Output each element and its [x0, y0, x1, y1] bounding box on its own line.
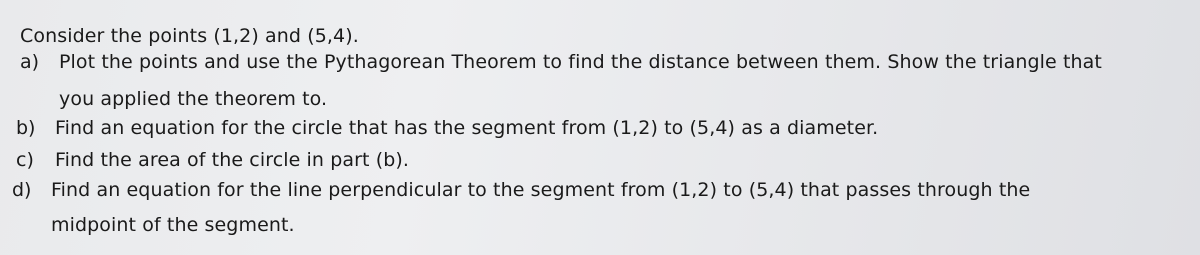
item-b-marker: b): [16, 117, 36, 139]
item-a-text-line-2: you applied the theorem to.: [59, 88, 328, 110]
item-d-text-line-1: Find an equation for the line perpendicular to the segment from (1,2) to (5,4) that passes through the: [51, 179, 1031, 201]
problem-intro: Consider the points (1,2) and (5,4).: [20, 25, 359, 47]
item-c-marker: c): [16, 149, 34, 171]
item-a-marker: a): [20, 51, 40, 73]
item-b-text: Find an equation for the circle that has the segment from (1,2) to (5,4) as a diameter.: [55, 117, 879, 139]
item-d-marker: d): [12, 179, 32, 201]
item-d-text-line-2: midpoint of the segment.: [51, 214, 295, 236]
item-c-text: Find the area of the circle in part (b).: [55, 149, 410, 171]
item-a-text-line-1: Plot the points and use the Pythagorean Theorem to find the distance between them. Show the triangle that: [59, 51, 1102, 73]
